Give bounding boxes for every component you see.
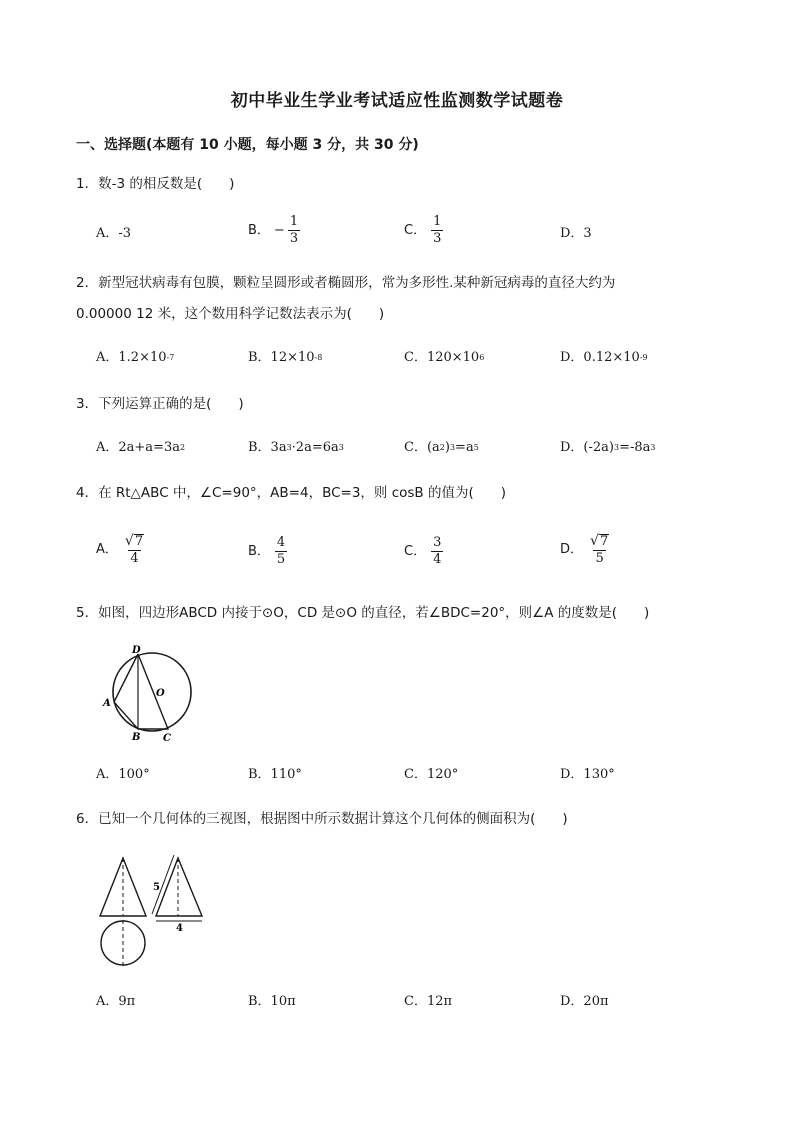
- label-b: B: [132, 732, 141, 743]
- circle-o: [113, 653, 191, 731]
- fraction: √ 7 5: [590, 533, 609, 566]
- label-d: D: [132, 645, 141, 656]
- q6-option-b[interactable]: B．10π: [248, 994, 296, 1009]
- three-view-figure: [92, 850, 222, 975]
- question-1-stem: 1．数-3 的相反数是( ): [76, 176, 235, 192]
- q5-option-a[interactable]: A．100°: [96, 767, 150, 782]
- label-a: A: [103, 698, 111, 709]
- side-view-triangle: [156, 858, 202, 916]
- question-5-stem: 5．如图，四边形ABCD 内接于⊙O，CD 是⊙O 的直径，若∠BDC=20°，则∠A 的度数是( ): [76, 605, 650, 621]
- q5-option-b[interactable]: B．110°: [248, 767, 302, 782]
- circle-quadrilateral-figure: [96, 640, 206, 750]
- q5-option-c[interactable]: C．120°: [404, 767, 459, 782]
- q3-option-c[interactable]: C．(a 2 ) 3 =a 5: [404, 440, 479, 455]
- label-o: O: [156, 688, 165, 699]
- q1-option-c[interactable]: C． $\frac{1}{3}$: [404, 214, 442, 246]
- base-label: 4: [176, 923, 183, 934]
- section-heading: 一、选择题(本题有 10 小题，每小题 3 分，共 30 分): [76, 137, 419, 153]
- question-3-stem: 3．下列运算正确的是( ): [76, 396, 244, 412]
- slant-label: 5: [153, 882, 160, 893]
- q1-option-d[interactable]: D．3: [560, 226, 592, 241]
- q1-option-a[interactable]: A．-3: [96, 226, 132, 241]
- question-2-stem-line2: 0.00000 12 米，这个数用科学记数法表示为( ): [76, 306, 385, 322]
- q4-option-d[interactable]: D． √ 7 5: [560, 533, 611, 567]
- q2-option-c[interactable]: C．120×10 6: [404, 350, 485, 365]
- q4-option-c[interactable]: C． $\frac{3}{4}$: [404, 535, 442, 567]
- q3-option-a[interactable]: A．2a+a=3a 2: [96, 440, 186, 455]
- q2-option-d[interactable]: D．0.12×10 -9: [560, 350, 648, 365]
- q4-option-b[interactable]: B． $\frac{4}{5}$: [248, 535, 286, 567]
- page-title: 初中毕业生学业考试适应性监测数学试题卷: [230, 91, 564, 111]
- q5-option-d[interactable]: D．130°: [560, 767, 615, 782]
- fraction: √ 7 4: [124, 533, 144, 566]
- fraction: $\frac{1}{3}$: [433, 214, 442, 246]
- q2-option-a[interactable]: A．1.2×10 -7: [96, 350, 175, 365]
- fraction: $\frac{3}{4}$: [433, 535, 442, 567]
- question-2-stem-line1: 2．新型冠状病毒有包膜，颗粒呈圆形或者椭圆形，常为多形性.某种新冠病毒的直径大约为: [76, 275, 616, 291]
- question-6-stem: 6．已知一个几何体的三视图，根据图中所示数据计算这个几何体的侧面积为( ): [76, 811, 568, 827]
- fraction: $\frac{1}{3}$: [289, 214, 299, 246]
- q4-option-a[interactable]: A． √ 7 4: [96, 533, 146, 567]
- q1-option-b[interactable]: B． − $\frac{1}{3}$: [248, 214, 299, 246]
- q6-option-d[interactable]: D．20π: [560, 994, 609, 1009]
- label-c: C: [163, 733, 171, 744]
- q6-option-c[interactable]: C．12π: [404, 994, 453, 1009]
- q3-option-b[interactable]: B．3a 3 ·2a=6a 3: [248, 440, 344, 455]
- fraction: $\frac{4}{5}$: [276, 535, 286, 567]
- q3-option-d[interactable]: D．(-2a) 3 =-8a 3: [560, 440, 656, 455]
- q2-option-b[interactable]: B．12×10 -8: [248, 350, 323, 365]
- q6-option-a[interactable]: A．9π: [96, 994, 136, 1009]
- question-4-stem: 4．在 Rt△ABC 中，∠C=90°，AB=4，BC=3，则 cosB 的值为( ): [76, 485, 507, 501]
